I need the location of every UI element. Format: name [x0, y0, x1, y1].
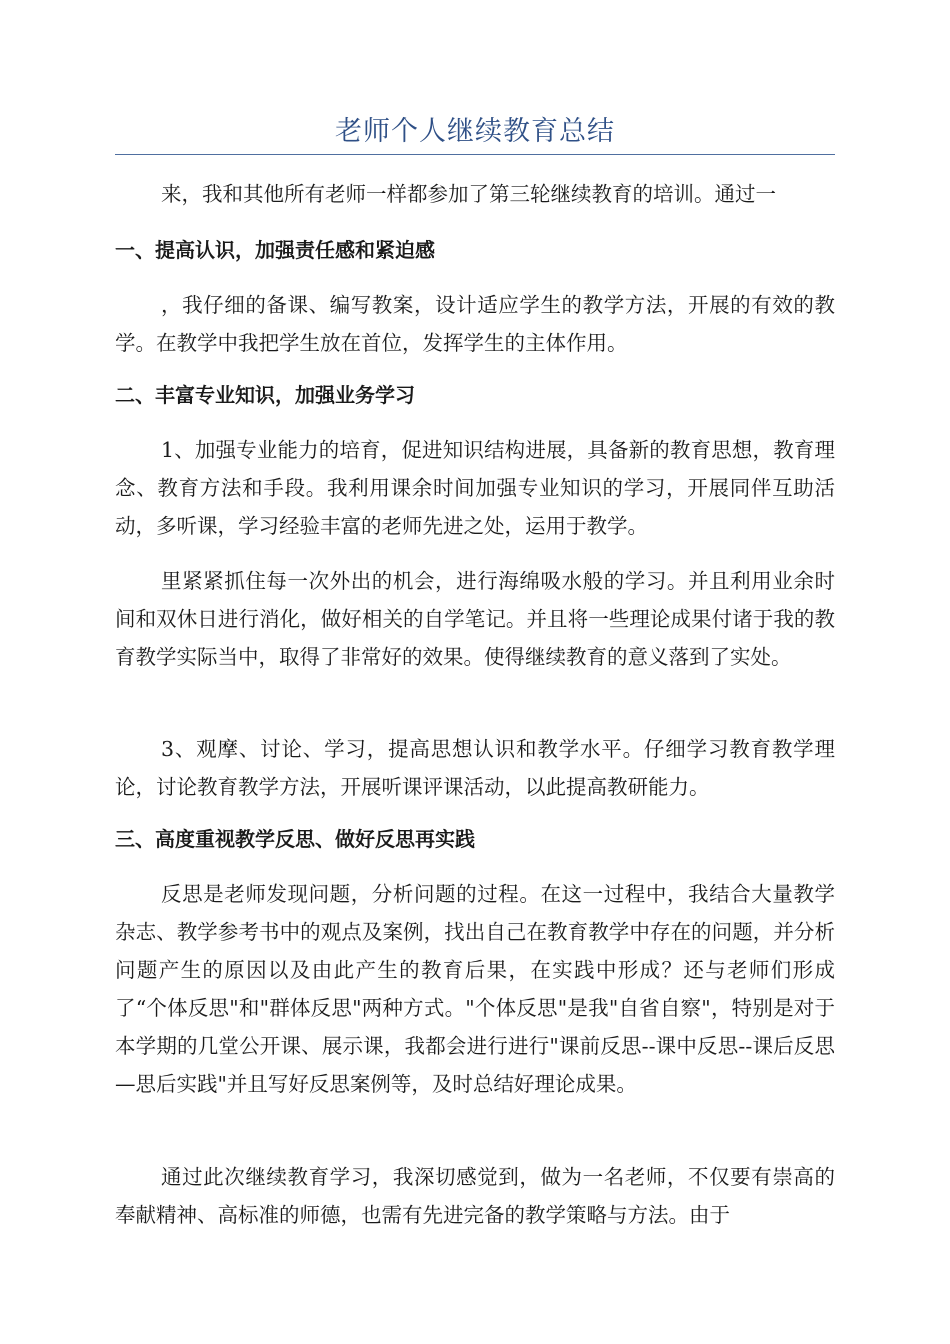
intro-paragraph: 来，我和其他所有老师一样都参加了第三轮继续教育的培训。通过一: [161, 182, 776, 206]
section-2-paragraph-3: 3、观摩、讨论、学习，提高思想认识和教学水平。仔细学习教育教学理论，讨论教育教学方法，开展听课评课活动，以此提高教研能力。: [115, 737, 835, 799]
section-3-paragraph-1: 反思是老师发现问题，分析问题的过程。在这一过程中，我结合大量教学杂志、教学参考书中的观点及案例，找出自己在教育教学中存在的问题，并分析问题产生的原因以及由此产生的教育后果，在实践中形成？还与老师们形成了“个体反思"和"群体反思"两种方式。"个体反思"是我"自省自察"，特别是对于本学期的几堂公开课、展示课，我都会进行进行"课前反思--课中反思--课后反思—思后实践"并且写好反思案例等，及时总结好理论成果。: [115, 882, 835, 1096]
section-2-paragraph-1: 1、加强专业能力的培育，促进知识结构进展，具备新的教育思想，教育理念、教育方法和手段。我利用课余时间加强专业知识的学习，开展同伴互助活动，多听课，学习经验丰富的老师先进之处，运用于教学。: [115, 438, 835, 538]
section-1-heading: 一、提高认识，加强责任感和紧迫感: [115, 238, 435, 262]
section-2-paragraph-2: 里紧紧抓住每一次外出的机会，进行海绵吸水般的学习。并且利用业余时间和双休日进行消化，做好相关的自学笔记。并且将一些理论成果付诸于我的教育教学实际当中，取得了非常好的效果。使得继续教育的意义落到了实处。: [115, 569, 835, 669]
section-3-paragraph-2: 通过此次继续教育学习，我深切感觉到，做为一名老师，不仅要有崇高的奉献精神、高标准的师德，也需有先进完备的教学策略与方法。由于: [115, 1165, 835, 1227]
section-1-paragraph-1: ，我仔细的备课、编写教案，设计适应学生的教学方法，开展的有效的教学。在教学中我把学生放在首位，发挥学生的主体作用。: [115, 293, 835, 355]
document-title: 老师个人继续教育总结: [335, 116, 615, 147]
title-underline: [115, 154, 835, 155]
section-2-heading: 二、丰富专业知识，加强业务学习: [115, 383, 415, 407]
section-3-heading: 三、高度重视教学反思、做好反思再实践: [115, 827, 475, 851]
